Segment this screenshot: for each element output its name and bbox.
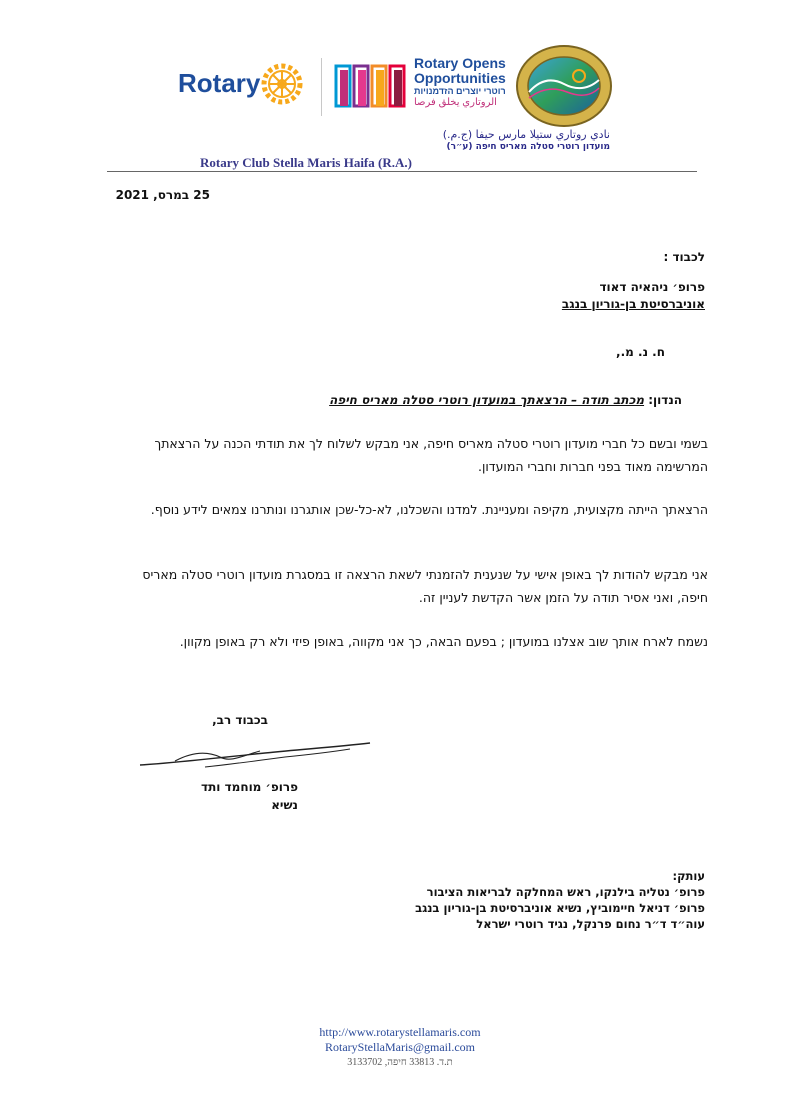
recipient-institution-text: אוניברסיטת בן-גוריון בנגב: [561, 297, 705, 311]
club-name-hebrew: מועדון רוטרי סטלה מאריס חיפה (ע״ר): [446, 142, 610, 152]
footer-website[interactable]: http://www.rotarystellamaris.com: [319, 1025, 481, 1039]
footer-email[interactable]: RotaryStellaMaris@gmail.com: [324, 1040, 476, 1054]
cc-label: עותק:: [672, 869, 705, 883]
cc-recipient: עוה״ד ד״ר נחום פרנקל, נגיד רוטרי ישראל: [476, 917, 705, 931]
footer-address: ת.ד. 33813 חיפה, 3133702: [347, 1057, 453, 1068]
opens-arabic: الروتاري يخلق فرصا: [414, 97, 497, 108]
rotary-wordmark: Rotary: [178, 68, 261, 98]
cc-recipient: פרופ׳ נטליה בילנקו, ראש המחלקה לבריאות הציבור: [426, 885, 705, 899]
subject-line: [120, 393, 682, 407]
club-seal-logo: [515, 44, 613, 128]
opens-line-1: Rotary Opens: [414, 55, 506, 71]
opens-line-2: Opportunities: [414, 70, 506, 86]
signer-block: [150, 778, 298, 814]
to-label: לכבוד :: [663, 250, 705, 264]
opens-hebrew: רוטרי יוצרים הזדמנויות: [414, 86, 506, 96]
body-paragraph-1: בשמי ובשם כל חברי מועדון רוטרי סטלה מאריס חיפה, אני מבקש לשלוח לך את תודתי הכנה על הרצאתך המרשימה מאוד בפני חברות וחברי המועדון.: [154, 436, 708, 474]
body-paragraph-4: נשמח לארח אותך שוב אצלנו במועדון ; בפעם הבאה, כך אני מקווה, באופן פיזי ולא רק באופן מקוון.: [179, 634, 708, 649]
closing: בכבוד רב,: [212, 713, 268, 727]
opens-opportunities-text: [414, 56, 506, 109]
letter-date: 25 במרס, 2021: [115, 188, 210, 202]
opens-opportunities-doors-logo: [334, 60, 406, 110]
subject-prefix: הנדון:: [644, 393, 682, 407]
footer: [250, 1025, 550, 1070]
logo-divider: [321, 58, 322, 116]
body-paragraph-3: אני מבקש להודות לך באופן אישי על שנענית להזמנתי לשאת הרצאה זו במסגרת מועדון רוטרי סטלה מאריס חיפה, ואני אסיר תודה על הזמן אשר הקדשת לעניין זה.: [142, 567, 708, 605]
club-name-arabic: نادي روتاري ستيلا مارس حيفا (ج.م.): [442, 128, 610, 141]
body-paragraph-2: הרצאתך הייתה מקצועית, מקיפה ומעניינת. למדנו והשכלנו, לא-כל-שכן אותגרנו ונותרנו צמאים לידע נוסף.: [150, 502, 708, 517]
subject-text: מכתב תודה – הרצאתך במועדון רוטרי סטלה מאריס חיפה: [329, 393, 645, 407]
rotary-wheel-logo: [258, 60, 306, 108]
handwritten-signature: [135, 735, 375, 780]
cc-block: [300, 868, 705, 932]
signer-name: פרופ׳ מוחמד ותד: [201, 780, 298, 794]
signer-title: נשיא: [271, 798, 298, 812]
cc-recipient: פרופ׳ דניאל חיימוביץ, נשיא אוניברסיטת בן-גוריון בנגב: [415, 901, 705, 915]
greeting: ח. נ. מ.,: [616, 345, 665, 359]
club-name-english: Rotary Club Stella Maris Haifa (R.A.): [200, 155, 412, 170]
header-rule: [107, 171, 697, 172]
recipient-name: פרופ׳ ניהאיה דאוד: [599, 280, 705, 294]
recipient-institution: [400, 297, 705, 311]
